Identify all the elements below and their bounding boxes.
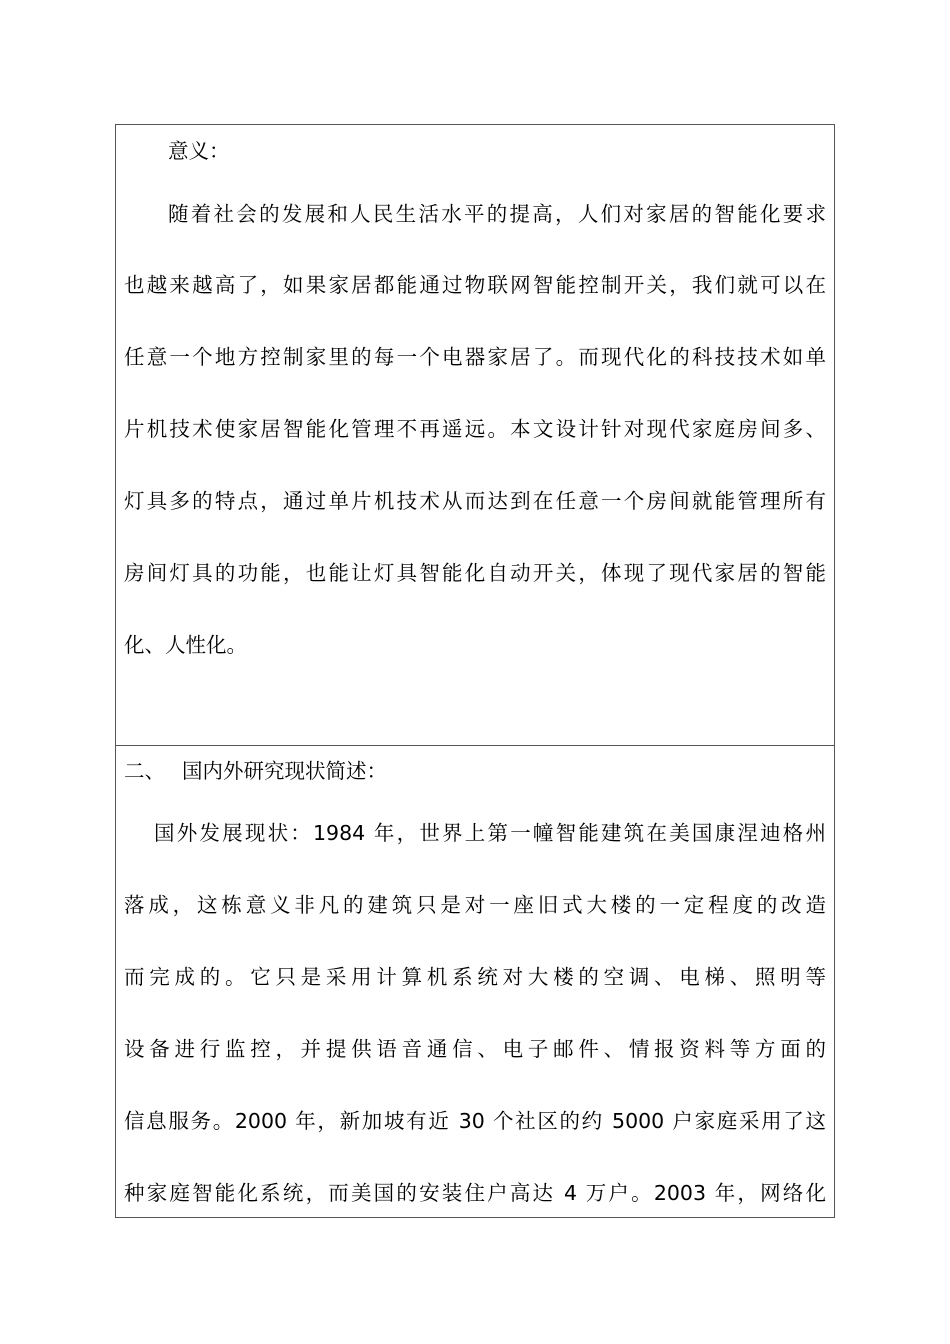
significance-line-6: 房间灯具的功能，也能让灯具智能化自动开关，体现了现代家居的智能: [124, 561, 826, 585]
significance-heading: 意义：: [168, 139, 230, 163]
section-2-line-1: 国外发展现状：1984 年，世界上第一幢智能建筑在美国康涅迪格州: [154, 821, 826, 845]
significance-line-2: 也越来越高了，如果家居都能通过物联网智能控制开关，我们就可以在: [124, 273, 826, 297]
section-2-heading: [124, 757, 387, 785]
section-2-title: 国内外研究现状简述：: [182, 759, 387, 783]
significance-line-4: 片机技术使家居智能化管理不再遥远。本文设计针对现代家庭房间多、: [124, 417, 826, 441]
section-2-line-6: 种家庭智能化系统，而美国的安装住户高达 4 万户。2003 年，网络化: [124, 1181, 826, 1205]
section-2-number: 二、: [124, 759, 165, 783]
significance-line-3: 任意一个地方控制家里的每一个电器家居了。而现代化的科技技术如单: [124, 345, 826, 369]
row-divider: [116, 745, 834, 746]
significance-line-1: 随着社会的发展和人民生活水平的提高，人们对家居的智能化要求: [168, 202, 826, 226]
document-table: [115, 124, 835, 1218]
significance-line-7: 化、人性化。: [124, 633, 247, 657]
section-2-line-4: 设备进行监控，并提供语音通信、电子邮件、情报资料等方面的: [124, 1037, 826, 1061]
significance-line-5: 灯具多的特点，通过单片机技术从而达到在任意一个房间就能管理所有: [124, 489, 826, 513]
section-2-line-5: 信息服务。2000 年，新加坡有近 30 个社区的约 5000 户家庭采用了这: [124, 1109, 826, 1133]
section-2-line-2: 落成，这栋意义非凡的建筑只是对一座旧式大楼的一定程度的改造: [124, 893, 826, 917]
section-2-line-3: 而完成的。它只是采用计算机系统对大楼的空调、电梯、照明等: [124, 965, 826, 989]
